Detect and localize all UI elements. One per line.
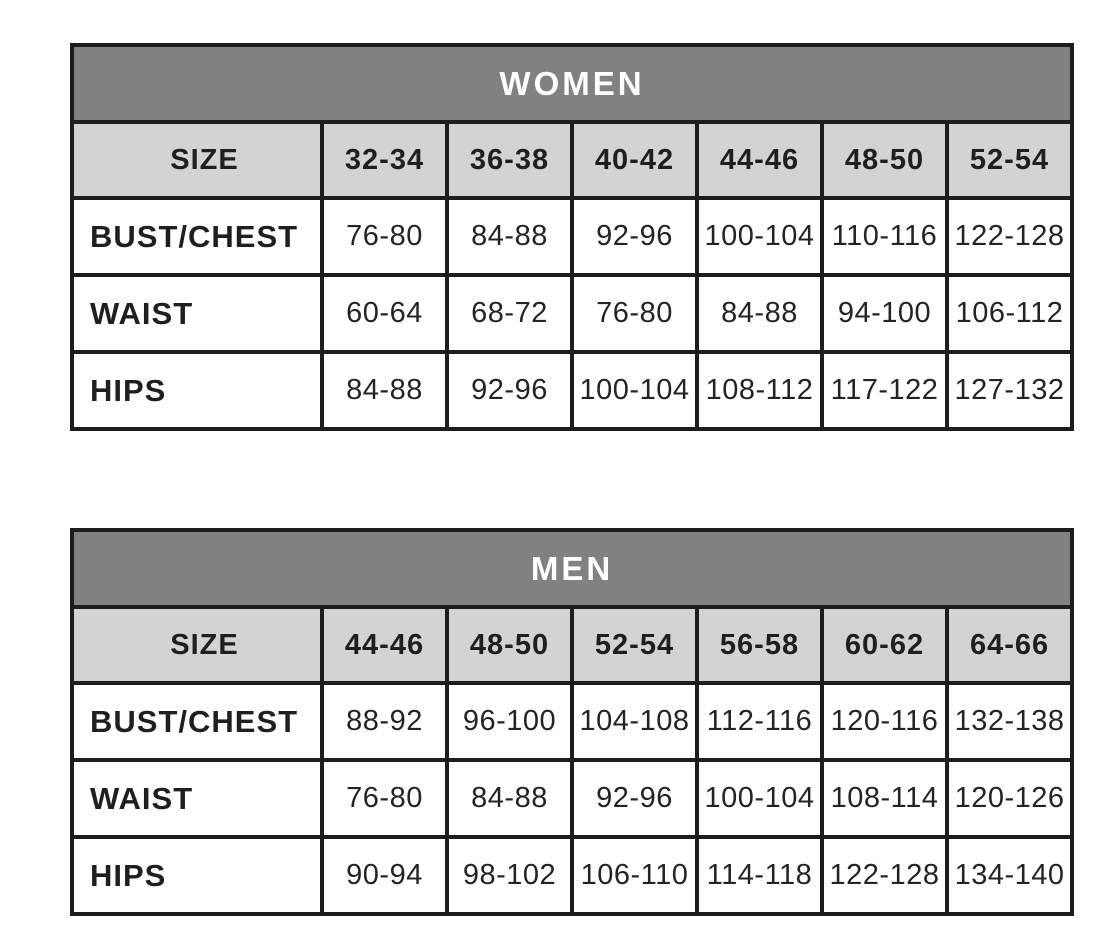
men-size-table bbox=[70, 528, 1074, 916]
men-bust-chest-value-3: 104-108 bbox=[572, 683, 697, 760]
men-bust-chest-row bbox=[72, 683, 1072, 760]
men-waist-value-2: 84-88 bbox=[447, 760, 572, 837]
men-hips-label: HIPS bbox=[72, 837, 322, 914]
women-hips-label: HIPS bbox=[72, 352, 322, 429]
women-size-header-5: 48-50 bbox=[822, 122, 947, 198]
women-size-header-6: 52-54 bbox=[947, 122, 1072, 198]
men-size-header-3: 52-54 bbox=[572, 607, 697, 683]
men-hips-value-1: 90-94 bbox=[322, 837, 447, 914]
men-waist-value-3: 92-96 bbox=[572, 760, 697, 837]
men-hips-value-5: 122-128 bbox=[822, 837, 947, 914]
men-size-header-4: 56-58 bbox=[697, 607, 822, 683]
men-size-header-1: 44-46 bbox=[322, 607, 447, 683]
men-waist-value-5: 108-114 bbox=[822, 760, 947, 837]
men-hips-row bbox=[72, 837, 1072, 914]
men-waist-label: WAIST bbox=[72, 760, 322, 837]
men-waist-value-1: 76-80 bbox=[322, 760, 447, 837]
women-title-row bbox=[72, 45, 1072, 122]
men-waist-value-4: 100-104 bbox=[697, 760, 822, 837]
women-size-table bbox=[70, 43, 1074, 431]
men-size-header-5: 60-62 bbox=[822, 607, 947, 683]
women-waist-value-1: 60-64 bbox=[322, 275, 447, 352]
women-bust-chest-value-6: 122-128 bbox=[947, 198, 1072, 275]
women-hips-value-3: 100-104 bbox=[572, 352, 697, 429]
men-hips-value-2: 98-102 bbox=[447, 837, 572, 914]
men-size-header-6: 64-66 bbox=[947, 607, 1072, 683]
women-waist-row bbox=[72, 275, 1072, 352]
women-table-title: WOMEN bbox=[72, 45, 1072, 122]
women-hips-value-2: 92-96 bbox=[447, 352, 572, 429]
women-bust-chest-row bbox=[72, 198, 1072, 275]
men-waist-value-6: 120-126 bbox=[947, 760, 1072, 837]
women-hips-value-5: 117-122 bbox=[822, 352, 947, 429]
women-bust-chest-value-1: 76-80 bbox=[322, 198, 447, 275]
men-table-title: MEN bbox=[72, 530, 1072, 607]
men-title-row bbox=[72, 530, 1072, 607]
men-hips-value-3: 106-110 bbox=[572, 837, 697, 914]
women-waist-value-3: 76-80 bbox=[572, 275, 697, 352]
men-size-header-2: 48-50 bbox=[447, 607, 572, 683]
women-waist-value-2: 68-72 bbox=[447, 275, 572, 352]
women-size-header-3: 40-42 bbox=[572, 122, 697, 198]
men-waist-row bbox=[72, 760, 1072, 837]
women-size-header-4: 44-46 bbox=[697, 122, 822, 198]
men-bust-chest-value-6: 132-138 bbox=[947, 683, 1072, 760]
women-size-header-label: SIZE bbox=[72, 122, 322, 198]
men-bust-chest-label: BUST/CHEST bbox=[72, 683, 322, 760]
women-waist-value-6: 106-112 bbox=[947, 275, 1072, 352]
women-size-header-2: 36-38 bbox=[447, 122, 572, 198]
women-hips-value-4: 108-112 bbox=[697, 352, 822, 429]
women-bust-chest-label: BUST/CHEST bbox=[72, 198, 322, 275]
women-bust-chest-value-3: 92-96 bbox=[572, 198, 697, 275]
women-waist-value-5: 94-100 bbox=[822, 275, 947, 352]
women-size-header-1: 32-34 bbox=[322, 122, 447, 198]
men-hips-value-6: 134-140 bbox=[947, 837, 1072, 914]
women-waist-value-4: 84-88 bbox=[697, 275, 822, 352]
women-hips-value-1: 84-88 bbox=[322, 352, 447, 429]
women-hips-row bbox=[72, 352, 1072, 429]
women-bust-chest-value-2: 84-88 bbox=[447, 198, 572, 275]
men-bust-chest-value-5: 120-116 bbox=[822, 683, 947, 760]
women-bust-chest-value-4: 100-104 bbox=[697, 198, 822, 275]
women-size-header-row bbox=[72, 122, 1072, 198]
men-bust-chest-value-1: 88-92 bbox=[322, 683, 447, 760]
men-bust-chest-value-2: 96-100 bbox=[447, 683, 572, 760]
women-hips-value-6: 127-132 bbox=[947, 352, 1072, 429]
women-waist-label: WAIST bbox=[72, 275, 322, 352]
men-hips-value-4: 114-118 bbox=[697, 837, 822, 914]
men-bust-chest-value-4: 112-116 bbox=[697, 683, 822, 760]
men-size-header-label: SIZE bbox=[72, 607, 322, 683]
men-size-header-row bbox=[72, 607, 1072, 683]
women-bust-chest-value-5: 110-116 bbox=[822, 198, 947, 275]
